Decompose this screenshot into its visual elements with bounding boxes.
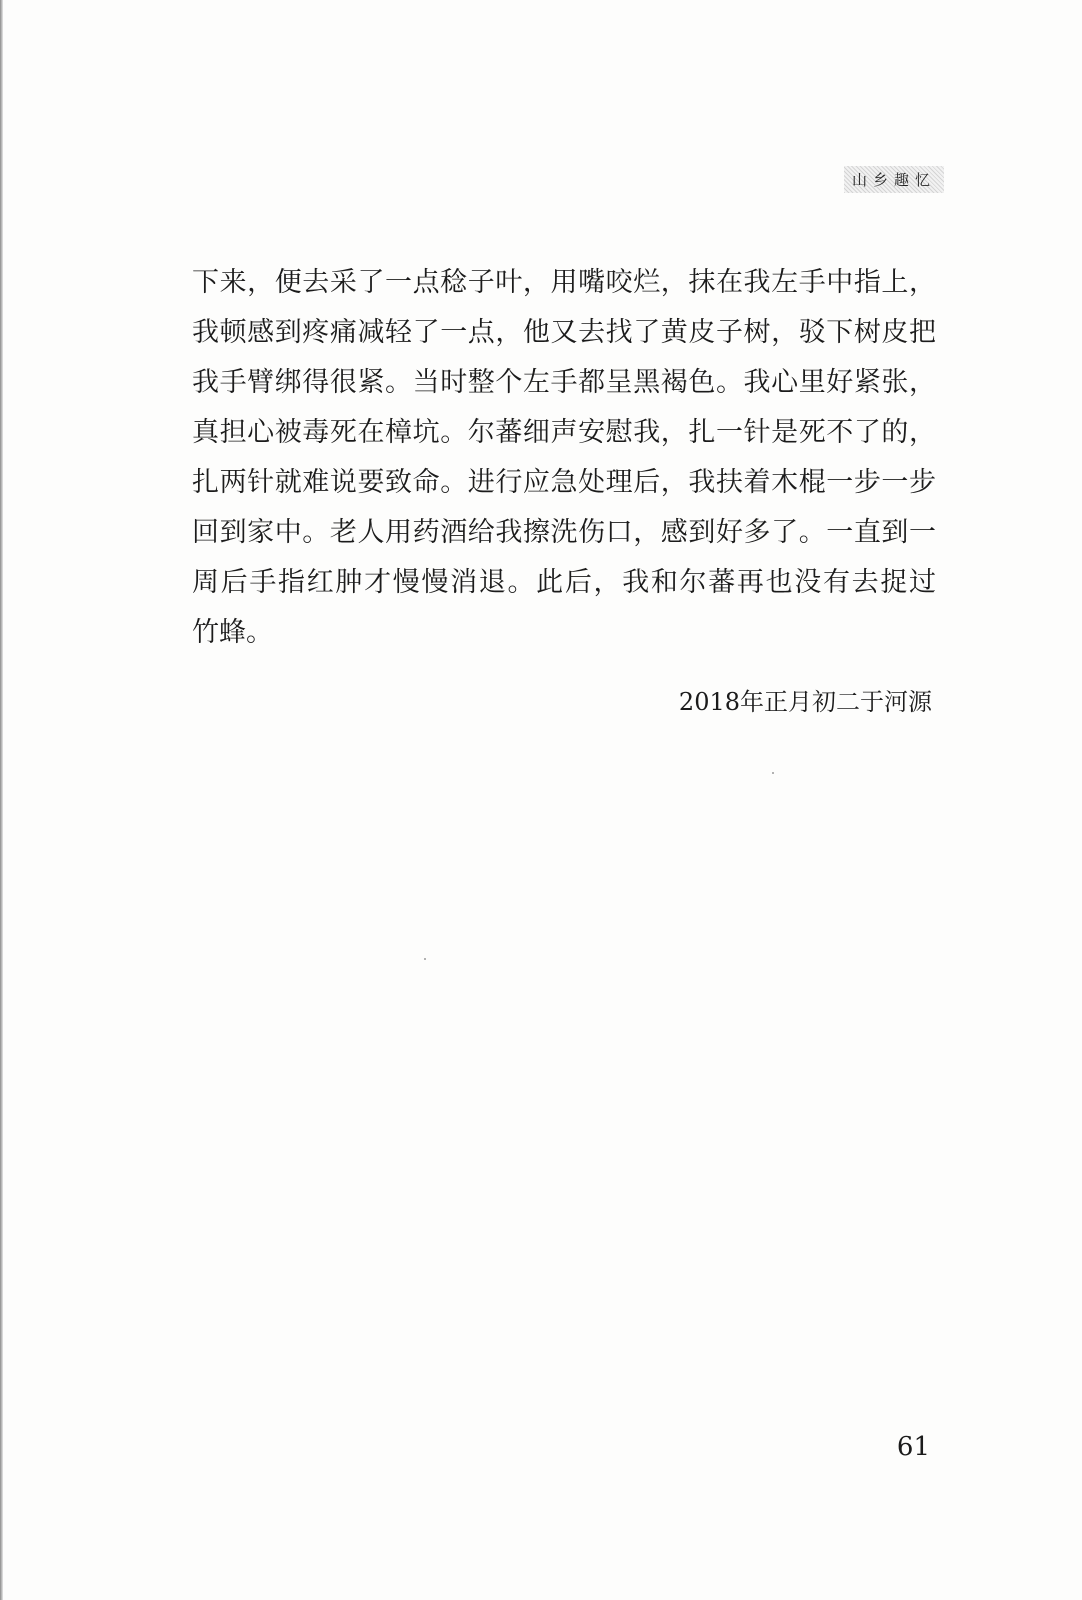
running-header: 山乡趣忆: [844, 166, 944, 193]
text-line: 真担心被毒死在樟坑。尔蕃细声安慰我，扎一针是死不了的，: [192, 417, 936, 448]
text-line: 回到家中。老人用药酒给我擦洗伤口，感到好多了。一直到一: [192, 517, 936, 548]
page-number: 61: [896, 1432, 930, 1462]
text-line: 周后手指红肿才慢慢消退。此后，我和尔蕃再也没有去捉过: [192, 567, 936, 598]
body-paragraph: [192, 258, 936, 658]
text-line: 我顿感到疼痛减轻了一点，他又去找了黄皮子树，驳下树皮把: [192, 317, 936, 348]
text-line: 竹蜂。: [192, 617, 273, 648]
scan-speck: [772, 772, 774, 774]
scan-speck: [424, 958, 426, 960]
scan-edge-shadow: [0, 0, 3, 1600]
text-line: 扎两针就难说要致命。进行应急处理后，我扶着木棍一步一步: [192, 467, 936, 498]
text-line: 我手臂绑得很紧。当时整个左手都呈黑褐色。我心里好紧张，: [192, 367, 936, 398]
date-place-signature: 2018年正月初二于河源: [678, 688, 932, 716]
text-line: 下来，便去采了一点稔子叶，用嘴咬烂，抹在我左手中指上，: [192, 267, 936, 298]
